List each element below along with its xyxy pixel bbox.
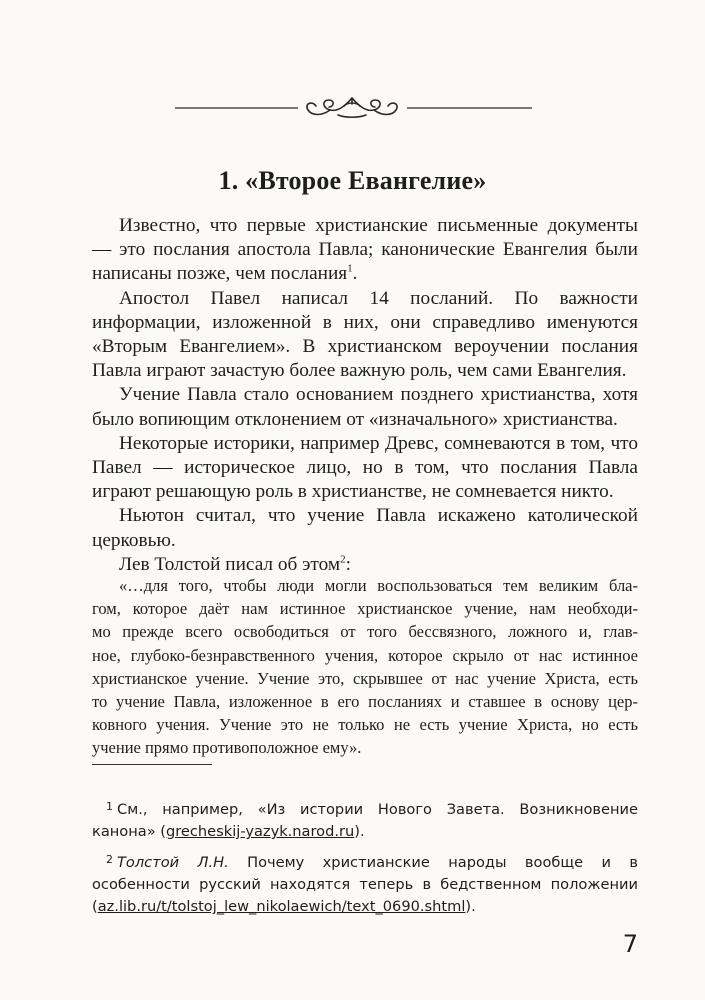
paragraph-text: Известно, что первые христианские письменные документы — это послания апостола Павла; канонические Евангелия были написаны позже, чем послания bbox=[92, 215, 638, 285]
footnote-link[interactable]: grecheskij-yazyk.narod.ru bbox=[165, 823, 355, 840]
tolstoy-quote bbox=[92, 574, 638, 760]
quote-line: «…для того, чтобы люди могли воспользоваться тем великим бла- bbox=[119, 576, 638, 595]
quote-line: ное, глубоко-безнравственного учения, которое скрыло от нас истинное bbox=[92, 645, 638, 665]
page-number: 7 bbox=[622, 930, 638, 958]
footnote-2 bbox=[92, 849, 638, 918]
footnote-number: 1 bbox=[106, 800, 113, 813]
paragraph-tail: : bbox=[345, 553, 351, 575]
footnote-link[interactable]: az.lib.ru/t/tolstoj_lew_nikolaewich/text_0690.shtml bbox=[97, 898, 466, 915]
footnotes bbox=[92, 796, 638, 924]
paragraph-tail: . bbox=[352, 263, 358, 285]
quote-line: учение прямо противоположное ему». bbox=[92, 738, 362, 758]
chapter-title: 1. «Второе Евангелие» bbox=[218, 166, 487, 195]
quote-line: гом, которое даёт нам истинное христианское учение, нам необходи- bbox=[92, 599, 638, 619]
paragraph-text: Лев Толстой писал об этом bbox=[119, 553, 341, 575]
footnote-tail: ). bbox=[354, 823, 365, 840]
paragraph-3: Учение Павла стало основанием позднего христианства, хотя было вопиющим отклонением от «изначального» христианства. bbox=[92, 384, 638, 430]
footnote-ref-2[interactable]: 2 bbox=[340, 553, 346, 566]
paragraph-1 bbox=[92, 214, 638, 287]
footnote-1 bbox=[92, 796, 638, 843]
body-text bbox=[92, 214, 638, 577]
paragraph-2: Апостол Павел написал 14 посланий. По важности информации, изложенной в них, они справедливо именуются «Вторым Евангелием». В христианском вероучении послания Павла играют зачастую более важную роль, чем сами Евангелия. bbox=[92, 287, 638, 382]
footnote-tail: ). bbox=[465, 898, 476, 915]
footnote-number: 2 bbox=[106, 853, 113, 866]
paragraph-5: Ньютон считал, что учение Павла искажено католической церковью. bbox=[92, 505, 638, 551]
scroll-flourish-ornament-icon bbox=[0, 88, 705, 128]
footnote-text: См., например, «Из истории Нового Завета. Возникновение канона» ( bbox=[92, 801, 638, 840]
paragraph-4: Некоторые историки, например Древс, сомневаются в том, что Павел — историческое лицо, но в том, что послания Павла играют решающую роль в христианстве, не сомневается никто. bbox=[92, 432, 638, 503]
quote-line: ковного учения. Учение это не только не есть учение Христа, но есть bbox=[92, 715, 638, 735]
footnote-ref-1[interactable]: 1 bbox=[347, 262, 353, 275]
quote-line: то учение Павла, изложенное в его посланиях и ставшее в основу цер- bbox=[92, 692, 638, 712]
footnote-author: Толстой Л.Н. bbox=[117, 854, 229, 871]
quote-line: мо прежде всего освободиться от того бессвязного, ложного и, глав- bbox=[92, 622, 638, 642]
footnote-text: Почему христианские народы вообще и в особенности русский находятся теперь в бедственном положении ( bbox=[92, 854, 638, 915]
quote-line: христианское учение. Учение это, скрывшее от нас учение Христа, есть bbox=[92, 668, 638, 688]
footnote-divider bbox=[92, 764, 212, 765]
